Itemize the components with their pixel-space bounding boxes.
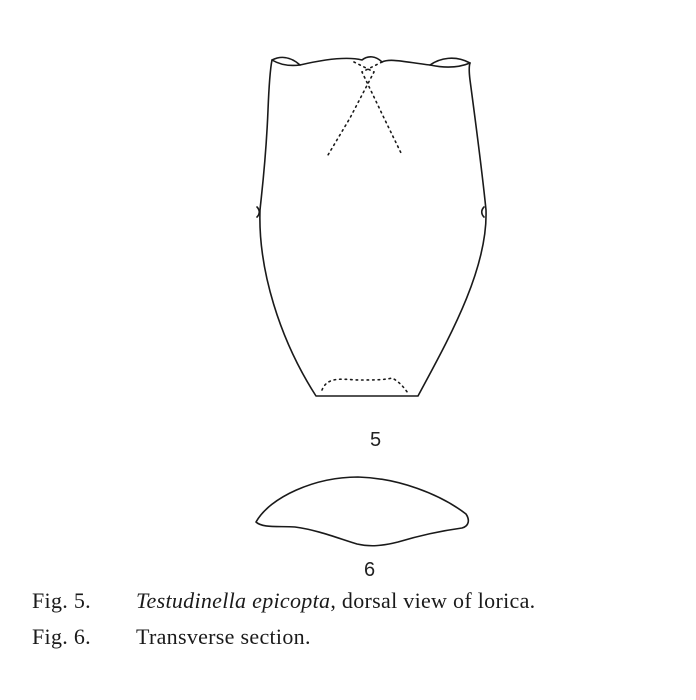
caption-fig-6 — [32, 624, 311, 650]
section-outline — [256, 477, 468, 546]
dotted-line-left — [328, 62, 374, 155]
lorica-outline — [260, 57, 486, 396]
caption-fig-5 — [32, 588, 535, 614]
caption-fig-5-number: Fig. 5. — [32, 588, 91, 613]
transverse-section — [256, 477, 468, 546]
lorica-anterior-rim — [272, 60, 470, 67]
caption-fig-6-number: Fig. 6. — [32, 624, 91, 649]
figure-5-label: 5 — [370, 429, 382, 451]
lorica-dotted-lines — [322, 62, 408, 393]
lorica-dorsal-view — [257, 57, 486, 396]
figure-6-label: 6 — [364, 559, 376, 580]
dotted-posterior-arc — [322, 378, 408, 393]
dotted-line-right — [362, 62, 402, 155]
caption-fig-5-text: , dorsal view of lorica. — [330, 588, 536, 613]
lateral-notch-left — [257, 207, 259, 217]
caption-fig-5-species: Testudinella epicopta — [136, 588, 331, 613]
lateral-notch-right — [482, 207, 484, 217]
caption-fig-6-text: Transverse section. — [136, 624, 311, 649]
